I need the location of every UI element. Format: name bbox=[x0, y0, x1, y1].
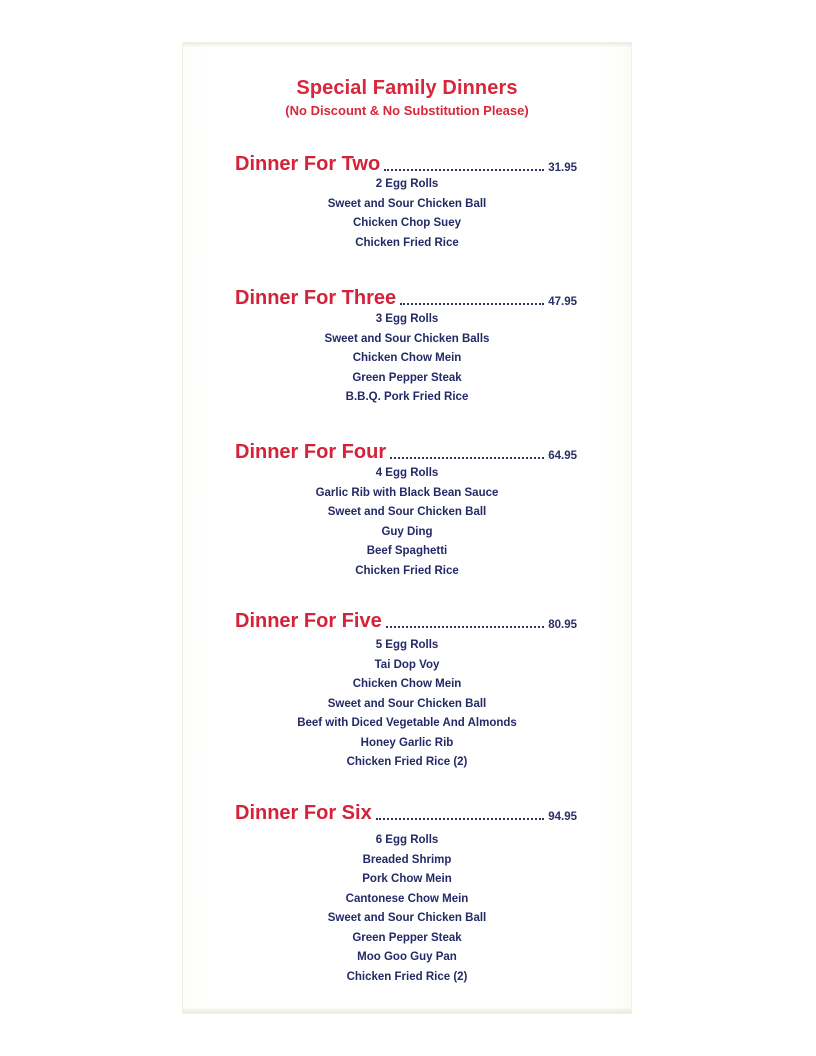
list-item: B.B.Q. Pork Fried Rice bbox=[345, 391, 469, 403]
section-price: 31.95 bbox=[548, 162, 577, 174]
item-list-dinner-for-six bbox=[183, 831, 631, 987]
dot-leader bbox=[384, 168, 544, 171]
item-list-dinner-for-three bbox=[183, 310, 631, 408]
menu-page bbox=[183, 43, 631, 1013]
list-item: Sweet and Sour Chicken Ball bbox=[327, 912, 487, 924]
section-price: 80.95 bbox=[548, 619, 577, 631]
section-header-dinner-for-four bbox=[235, 437, 577, 463]
list-item: 2 Egg Rolls bbox=[375, 178, 439, 190]
section-title: Dinner For Four bbox=[235, 441, 387, 463]
list-item: Tai Dop Voy bbox=[374, 658, 440, 671]
section-title: Dinner For Two bbox=[235, 153, 381, 175]
list-item: 4 Egg Rolls bbox=[375, 467, 439, 479]
item-list-dinner-for-two bbox=[183, 175, 631, 253]
section-price: 94.95 bbox=[548, 811, 577, 823]
item-list-dinner-for-five bbox=[183, 636, 631, 773]
section-price: 64.95 bbox=[548, 450, 577, 462]
list-item: Honey Garlic Rib bbox=[360, 736, 454, 749]
list-item: Pork Chow Mein bbox=[362, 873, 452, 885]
section-header-dinner-for-two bbox=[235, 149, 577, 175]
section-header-dinner-for-five bbox=[235, 606, 577, 632]
section-header-dinner-for-six bbox=[235, 798, 577, 824]
list-item: 3 Egg Rolls bbox=[375, 313, 439, 325]
list-item: Green Pepper Steak bbox=[352, 931, 462, 944]
section-title: Dinner For Six bbox=[235, 802, 372, 824]
dot-leader bbox=[400, 302, 544, 305]
list-item: 5 Egg Rolls bbox=[375, 639, 439, 651]
list-item: Chicken Chow Mein bbox=[352, 352, 462, 364]
list-item: Guy Ding bbox=[381, 525, 433, 538]
list-item: Sweet and Sour Chicken Balls bbox=[324, 332, 490, 345]
paper-bottom-edge bbox=[183, 1007, 631, 1013]
dot-leader bbox=[376, 817, 545, 820]
list-item: Chicken Fried Rice bbox=[355, 564, 459, 577]
list-item: Green Pepper Steak bbox=[352, 371, 462, 384]
list-item: Garlic Rib with Black Bean Sauce bbox=[315, 486, 499, 499]
list-item: 6 Egg Rolls bbox=[375, 834, 439, 846]
menu-title: Special Family Dinners bbox=[296, 77, 518, 99]
section-title: Dinner For Five bbox=[235, 610, 382, 632]
list-item: Beef Spaghetti bbox=[366, 545, 448, 557]
menu-subtitle: (No Discount & No Substitution Please) bbox=[285, 103, 529, 118]
list-item: Sweet and Sour Chicken Ball bbox=[327, 197, 487, 210]
paper-top-edge bbox=[183, 43, 631, 47]
list-item: Beef with Diced Vegetable And Almonds bbox=[297, 717, 517, 729]
list-item: Chicken Fried Rice (2) bbox=[346, 756, 468, 768]
list-item: Chicken Chow Mein bbox=[352, 678, 462, 690]
item-list-dinner-for-four bbox=[183, 464, 631, 581]
list-item: Chicken Chop Suey bbox=[353, 217, 461, 229]
section-price: 47.95 bbox=[548, 296, 577, 308]
list-item: Cantonese Chow Mein bbox=[345, 892, 469, 905]
section-header-dinner-for-three bbox=[235, 283, 577, 309]
dot-leader bbox=[390, 456, 544, 459]
section-title: Dinner For Three bbox=[235, 287, 397, 309]
dot-leader bbox=[386, 625, 545, 628]
list-item: Chicken Fried Rice (2) bbox=[346, 970, 468, 983]
list-item: Sweet and Sour Chicken Ball bbox=[327, 697, 487, 710]
list-item: Sweet and Sour Chicken Ball bbox=[327, 506, 487, 518]
list-item: Chicken Fried Rice bbox=[355, 236, 459, 249]
list-item: Moo Goo Guy Pan bbox=[357, 951, 457, 963]
list-item: Breaded Shrimp bbox=[362, 853, 452, 866]
